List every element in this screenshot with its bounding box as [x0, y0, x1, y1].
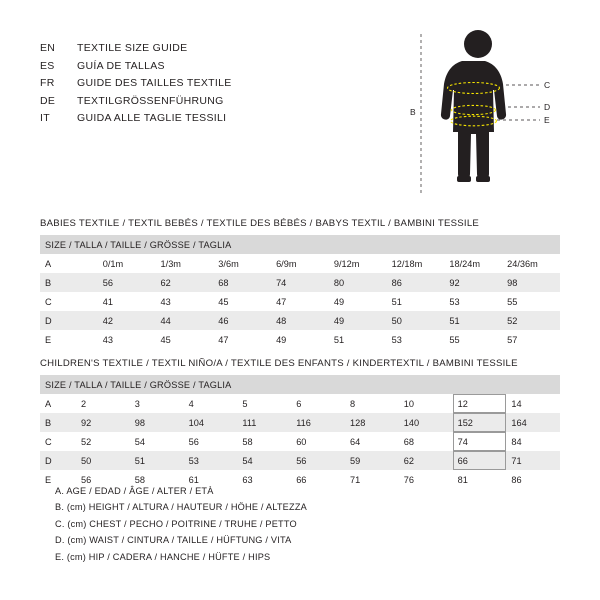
- language-list: [40, 40, 232, 128]
- legend-item-d: D. (cm) WAIST / CINTURA / TAILLE / HÜFTUNG / VITA: [55, 535, 292, 546]
- cell: 60: [291, 432, 345, 451]
- cell: 8: [345, 394, 399, 413]
- language-title-fr: GUIDE DES TAILLES TEXTILE: [77, 77, 232, 89]
- figure-label-c: C: [544, 80, 551, 90]
- legend-item-b: B. (cm) HEIGHT / ALTURA / HAUTEUR / HÖHE / ALTEZZA: [55, 502, 307, 513]
- children-section: [40, 358, 560, 489]
- table-row: [40, 451, 560, 470]
- cell: 9/12m: [329, 254, 387, 273]
- table-row: [40, 413, 560, 432]
- cell: 43: [156, 292, 214, 311]
- cell: 56: [291, 451, 345, 470]
- cell: 53: [184, 451, 238, 470]
- cell: 18/24m: [444, 254, 502, 273]
- cell: 74: [271, 273, 329, 292]
- table-head-row: [40, 375, 560, 394]
- table-row: [40, 254, 560, 273]
- cell: 76: [399, 470, 453, 489]
- cell: 51: [130, 451, 184, 470]
- figure-label-b: B: [410, 107, 416, 117]
- cell-highlighted: 12: [453, 394, 507, 413]
- cell: 164: [506, 413, 560, 432]
- cell: 2: [76, 394, 130, 413]
- figure-label-e: E: [544, 115, 550, 125]
- cell: 1/3m: [156, 254, 214, 273]
- cell: 41: [98, 292, 156, 311]
- cell: 62: [156, 273, 214, 292]
- table-row: [40, 273, 560, 292]
- cell: 59: [345, 451, 399, 470]
- cell: 0/1m: [98, 254, 156, 273]
- cell: 64: [345, 432, 399, 451]
- cell: 5: [237, 394, 291, 413]
- table-row: [40, 330, 560, 349]
- cell: 3/6m: [213, 254, 271, 273]
- language-code-de: DE: [40, 94, 56, 107]
- children-size-table: [40, 375, 560, 489]
- cell: 61: [184, 470, 238, 489]
- cell: 92: [76, 413, 130, 432]
- language-title-it: GUIDA ALLE TAGLIE TESSILI: [77, 112, 227, 124]
- language-row-fr: [40, 75, 232, 93]
- cell: 12/18m: [387, 254, 445, 273]
- cell: 24/36m: [502, 254, 560, 273]
- cell: 68: [399, 432, 453, 451]
- cell: 51: [387, 292, 445, 311]
- cell: 80: [329, 273, 387, 292]
- language-code-fr: FR: [40, 77, 55, 89]
- cell: 51: [329, 330, 387, 349]
- figure-label-d: D: [544, 102, 551, 112]
- table-head-row: [40, 235, 560, 254]
- cell: 54: [237, 451, 291, 470]
- language-title-de: TEXTILGRÖSSENFÜHRUNG: [77, 94, 224, 107]
- cell: 98: [502, 273, 560, 292]
- babies-section: [40, 218, 560, 349]
- cell: 10: [399, 394, 453, 413]
- row-label: B: [40, 273, 98, 292]
- cell: 68: [213, 273, 271, 292]
- cell: 128: [345, 413, 399, 432]
- child-silhouette-icon: [441, 30, 506, 182]
- language-row-en: [40, 40, 232, 58]
- cell: 50: [76, 451, 130, 470]
- language-code-en: EN: [40, 42, 56, 54]
- cell: 45: [156, 330, 214, 349]
- table-row: [40, 394, 560, 413]
- cell: 47: [213, 330, 271, 349]
- cell: 58: [237, 432, 291, 451]
- cell: 42: [98, 311, 156, 330]
- language-code-it: IT: [40, 112, 50, 124]
- row-label: B: [40, 413, 76, 432]
- row-label: C: [40, 292, 98, 311]
- cell: 49: [329, 311, 387, 330]
- cell: 45: [213, 292, 271, 311]
- cell: 47: [271, 292, 329, 311]
- cell-highlighted: 74: [453, 432, 507, 451]
- cell: 44: [156, 311, 214, 330]
- language-code-es: ES: [40, 59, 55, 72]
- cell: 53: [444, 292, 502, 311]
- measurement-legend: [55, 483, 555, 565]
- cell: 14: [506, 394, 560, 413]
- cell: 56: [98, 273, 156, 292]
- row-label: D: [40, 451, 76, 470]
- cell: 6: [291, 394, 345, 413]
- cell: 3: [130, 394, 184, 413]
- cell: 50: [387, 311, 445, 330]
- cell: 116: [291, 413, 345, 432]
- cell: 86: [506, 470, 560, 489]
- language-title-en: TEXTILE SIZE GUIDE: [77, 42, 188, 54]
- language-row-it: [40, 110, 232, 128]
- cell: 98: [130, 413, 184, 432]
- cell: 55: [502, 292, 560, 311]
- cell: 48: [271, 311, 329, 330]
- cell: 6/9m: [271, 254, 329, 273]
- legend-item-c: C. (cm) CHEST / PECHO / POITRINE / TRUHE / PETTO: [55, 518, 297, 529]
- cell: 57: [502, 330, 560, 349]
- cell: 52: [502, 311, 560, 330]
- language-row-es: [40, 58, 232, 76]
- cell: 54: [130, 432, 184, 451]
- cell: 43: [98, 330, 156, 349]
- table-row: [40, 432, 560, 451]
- cell: 63: [237, 470, 291, 489]
- cell: 49: [329, 292, 387, 311]
- cell: 56: [184, 432, 238, 451]
- row-label: D: [40, 311, 98, 330]
- cell: 52: [76, 432, 130, 451]
- body-measurement-figure: [400, 28, 560, 213]
- cell-highlighted: 152: [453, 413, 507, 432]
- babies-section-title: BABIES TEXTILE / TEXTIL BEBÉS / TEXTILE DES BÉBÉS / BABYS TEXTIL / BAMBINI TESSILE: [40, 218, 480, 229]
- children-section-title: CHILDREN'S TEXTILE / TEXTIL NIÑO/A / TEXTILE DES ENFANTS / KINDERTEXTIL / BAMBINI TESSILE: [40, 358, 518, 369]
- cell: 66: [291, 470, 345, 489]
- legend-item-e: E. (cm) HIP / CADERA / HANCHE / HÜFTE / HIPS: [55, 551, 271, 562]
- cell: 111: [237, 413, 291, 432]
- legend-item-a: A. AGE / EDAD / ÂGE / ALTER / ETÀ: [55, 486, 214, 496]
- cell: 86: [387, 273, 445, 292]
- cell: 84: [506, 432, 560, 451]
- row-label: E: [40, 470, 76, 489]
- cell: 104: [184, 413, 238, 432]
- row-label: A: [40, 394, 76, 413]
- cell: 62: [399, 451, 453, 470]
- table-row: [40, 311, 560, 330]
- cell: 53: [387, 330, 445, 349]
- cell-highlighted: 66: [453, 451, 507, 470]
- table-row: [40, 292, 560, 311]
- language-title-es: GUÍA DE TALLAS: [77, 59, 165, 72]
- cell: 49: [271, 330, 329, 349]
- row-label: A: [40, 254, 98, 273]
- language-row-de: [40, 93, 232, 111]
- cell: 92: [444, 273, 502, 292]
- cell: 56: [76, 470, 130, 489]
- row-label: E: [40, 330, 98, 349]
- cell: 71: [506, 451, 560, 470]
- cell: 51: [444, 311, 502, 330]
- cell: 55: [444, 330, 502, 349]
- cell: 71: [345, 470, 399, 489]
- cell: 4: [184, 394, 238, 413]
- children-head-label: SIZE / TALLA / TAILLE / GRÖSSE / TAGLIA: [40, 375, 560, 394]
- cell: 46: [213, 311, 271, 330]
- babies-head-label: SIZE / TALLA / TAILLE / GRÖSSE / TAGLIA: [40, 235, 560, 254]
- row-label: C: [40, 432, 76, 451]
- cell: 140: [399, 413, 453, 432]
- cell: 81: [453, 470, 507, 489]
- babies-size-table: [40, 235, 560, 349]
- cell: 58: [130, 470, 184, 489]
